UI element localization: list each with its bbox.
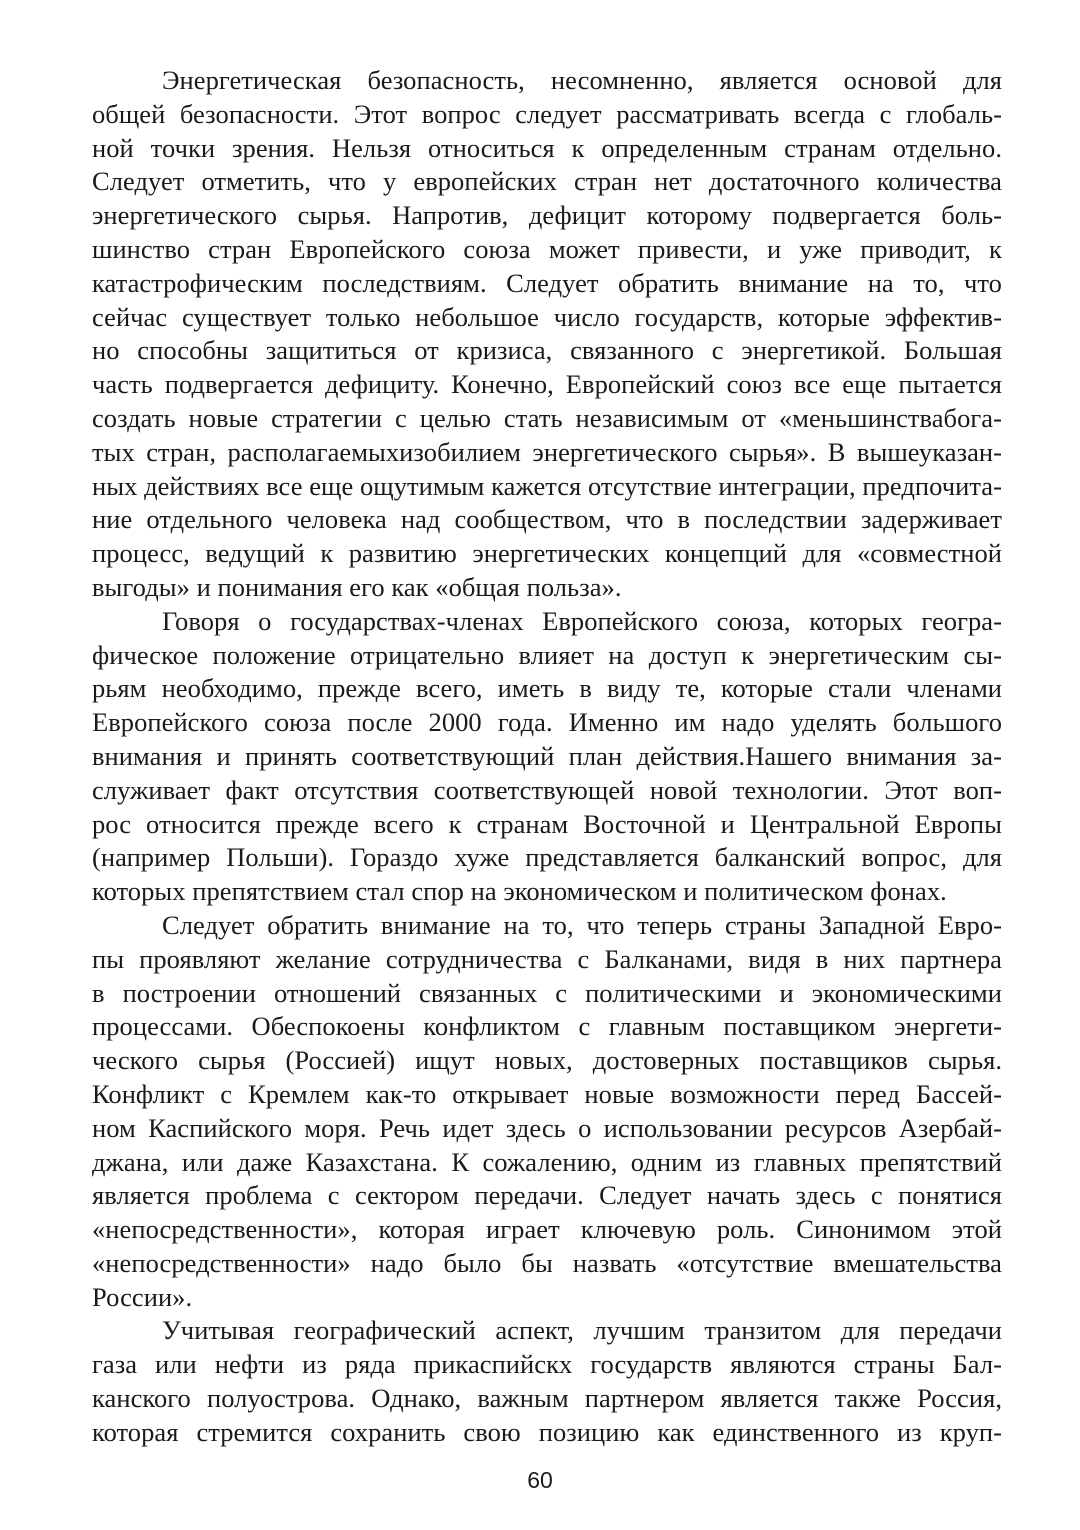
text-line: энергетического сырья. Напротив, дефицит которому подвергается боль- [92, 200, 1002, 231]
text-line: рос относится прежде всего к странам Восточной и Центральной Европы [92, 808, 1002, 839]
text-line: процессами. Обеспокоены конфликтом с главным поставщиком энергети- [92, 1011, 1002, 1042]
text-line: которая стремится сохранить свою позицию как единственного из круп- [92, 1416, 1002, 1447]
paragraph [92, 605, 1002, 909]
text-line: катастрофическим последствиям. Следует обратить внимание на то, что [92, 267, 1002, 298]
text-line: Учитывая географический аспект, лучшим транзитом для передачи [162, 1315, 1002, 1346]
body-text [92, 64, 1002, 1450]
text-line: Следует обратить внимание на то, что теперь страны Западной Евро- [162, 909, 1002, 940]
text-line: часть подвергается дефициту. Конечно, Европейский союз все еще пытается [92, 369, 1002, 400]
text-line: тых стран, располагаемыхизобилием энергетического сырья». В вышеуказан- [92, 436, 1002, 467]
text-line: общей безопасности. Этот вопрос следует рассматривать всегда с глобаль- [92, 98, 1002, 129]
text-line: ной точки зрения. Нельзя относиться к определенным странам отдельно. [92, 132, 1002, 163]
text-line: служивает факт отсутствия соответствующей новой технологии. Этот воп- [92, 774, 1002, 805]
text-line: внимания и принять соответствующий план действия.Нашего внимания за- [92, 740, 1002, 771]
text-line: пы проявляют желание сотрудничества с Балканами, видя в них партнера [92, 943, 1002, 974]
text-line: но способны защититься от кризиса, связанного с энергетикой. Большая [92, 335, 1002, 366]
text-line: которых препятствием стал спор на экономическом и политическом фонах. [92, 876, 947, 907]
text-line: Европейского союза после 2000 года. Именно им надо уделять большого [92, 707, 1002, 738]
paragraph [92, 64, 1002, 605]
text-line: Следует отметить, что у европейских стран нет достаточного количества [92, 166, 1002, 197]
text-line: канского полуострова. Однако, важным партнером является также Россия, [92, 1383, 1002, 1414]
text-line: джана, или даже Казахстана. К сожалению, одним из главных препятствий [92, 1146, 1002, 1177]
text-line: ном Каспийского моря. Речь идет здесь о использовании ресурсов Азербай- [92, 1112, 1002, 1143]
paragraph [92, 1314, 1002, 1449]
text-line: Энергетическая безопасность, несомненно, является основой для [162, 65, 1002, 95]
text-line: выгоды» и понимания его как «общая польза». [92, 571, 622, 602]
text-line: России». [92, 1281, 193, 1312]
text-line: является проблема с сектором передачи. Следует начать здесь с понятися [92, 1180, 1002, 1211]
text-line: «непосредственности», которая играет ключевую роль. Синонимом этой [92, 1214, 1002, 1245]
paragraph [92, 909, 1002, 1315]
text-line: ние отдельного человека над сообществом, что в последствии задерживает [92, 504, 1002, 535]
text-line: ных действиях все еще ощутимым кажется отсутствие интеграции, предпочита- [92, 470, 1002, 501]
text-line: газа или нефти из ряда прикаспийскх государств являются страны Бал- [92, 1349, 1002, 1380]
text-line: фическое положение отрицательно влияет на доступ к энергетическим сы- [92, 639, 1002, 670]
text-line: шинство стран Европейского союза может привести, и уже приводит, к [92, 233, 1002, 264]
text-line: «непосредственности» надо было бы назвать «отсутствие вмешательства [92, 1247, 1002, 1278]
text-line: создать новые стратегии с целью стать независимым от «меньшинствабога- [92, 402, 1002, 433]
text-line: ческого сырья (Россией) ищут новых, достоверных поставщиков сырья. [92, 1045, 1002, 1076]
text-line: Конфликт с Кремлем как-то открывает новые возможности перед Бассей- [92, 1078, 1002, 1109]
text-line: Говоря о государствах-членах Европейского союза, которых геогра- [162, 605, 1002, 636]
text-line: сейчас существует только небольшое число государств, которые эффектив- [92, 301, 1002, 332]
text-line: (например Польши). Гораздо хуже представляется балканский вопрос, для [92, 842, 1002, 873]
page-number: 60 [527, 1467, 553, 1493]
text-line: в построении отношений связанных с политическими и экономическими [92, 977, 1002, 1008]
text-line: рьям необходимо, прежде всего, иметь в виду те, которые стали членами [92, 673, 1002, 704]
text-line: процесс, ведущий к развитию энергетических концепций для «совместной [92, 538, 1002, 569]
